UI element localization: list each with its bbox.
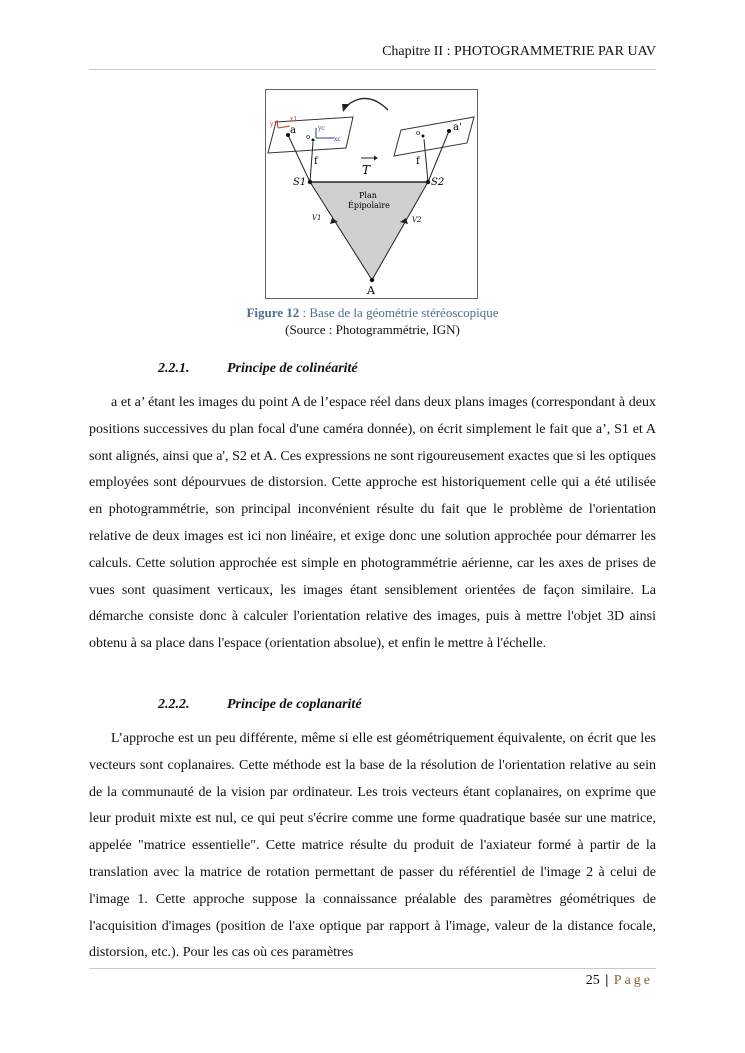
label-y1: y1 (270, 121, 278, 128)
paragraph-colinearite (89, 390, 656, 658)
section-title: Principe de coplanarité (227, 697, 362, 712)
point-S2 (426, 180, 430, 184)
label-o-left: o (306, 133, 311, 141)
label-S2: S2 (431, 177, 445, 188)
label-epipolaire: Épipolaire (348, 201, 390, 210)
axis-x1 (278, 126, 290, 128)
label-V1: V1 (312, 214, 322, 222)
label-o-right: o (416, 129, 421, 137)
footer-divider (89, 968, 656, 969)
label-a-prime: a' (453, 122, 462, 133)
stereo-geometry-diagram (266, 90, 477, 298)
focal-left (310, 142, 313, 182)
section-title: Principe de colinéarité (227, 361, 358, 376)
label-f-left: f (314, 156, 318, 167)
section-number: 2.2.2. (158, 697, 190, 712)
rotation-arc (344, 98, 388, 110)
point-S1 (308, 180, 312, 184)
header-title: Chapitre II : PHOTOGRAMMETRIE PAR UAV (382, 44, 656, 59)
right-image-plane (394, 117, 474, 156)
label-x1: x1 (290, 116, 298, 123)
point-o-right (422, 135, 425, 138)
header-divider (89, 69, 656, 70)
label-S1: S1 (293, 177, 307, 188)
paragraph-coplanarite (89, 726, 656, 967)
stereo-geometry-figure (265, 89, 478, 299)
point-o-left (312, 139, 315, 142)
left-image-plane (268, 117, 353, 153)
focal-right (424, 139, 428, 182)
paragraph-text: a et a’ étant les images du point A de l’espace réel dans deux plans images (correspondant à deux positions successives du plan focal d'une caméra donnée), on écrit simplement le fait que a’, S1 et A sont alignés, ainsi que a', S2 et A. Ces expressions ne sont rigoureusement exactes que si les optiques employées sont dépourvues de distorsion. Cette approche est historiquement celle qui a été utilisée en photogrammétrie, son principal inconvénient résulte du fait que le problème de l'orientation relative de deux images est ici non linéaire, et exige donc une solution approchée pour démarrer les calculs. Cette solution approchée est simple en photogrammétrie aérienne, car les axes de prises de vues sont quasiment verticaux, les images étant sensiblement orientées de façon similaire. La démarche consiste donc à calculer l'orientation relative des images, puis à mettre l'objet 3D ainsi obtenu à sa place dans l'espace (orientation absolue), et enfin le mettre à l'échelle. (89, 395, 656, 652)
paragraph-text: L’approche est un peu différente, même si elle est géométriquement équivalente, on écrit que les vecteurs sont coplanaires. Cette méthode est la base de la résolution de l'orientation relative au sein de la communauté de la vision par ordinateur. Les trois vecteurs étant coplanaires, on exprime que leur produit mixte est nul, ce qui peut s'écrire comme une forme quadratique basée sur une matrice, appelée "matrice essentielle". Cette matrice résulte du produit de l'axiateur formé à partir de la translation avec la matrice de rotation permettant de passer du référentiel de l'image 2 à celui de l'image 1. Cette approche suppose la connaissance préalable des paramètres géométriques de l'acquisition d'images (position de l'axe optique par rapport à l'image, valeur de la distance focale, distorsion, etc.). Pour les cas où ces paramètres (89, 731, 656, 961)
figure-source: (Source : Photogrammétrie, IGN) (285, 322, 460, 337)
page-footer (586, 973, 653, 989)
section-heading-coplanarite (158, 697, 362, 713)
label-yc: yc (318, 125, 325, 132)
label-f-right: f (416, 156, 420, 167)
page-word: Page (613, 973, 653, 988)
label-xc: xc (334, 136, 341, 143)
figure-number: Figure 12 (246, 305, 300, 320)
label-A: A (367, 284, 375, 297)
rotation-arrowhead (342, 104, 350, 112)
label-a: a (290, 125, 296, 136)
section-number: 2.2.1. (158, 361, 190, 376)
point-A (370, 278, 374, 282)
ray-a-to-s1 (288, 135, 310, 182)
footer-separator: | (605, 973, 609, 988)
figure-caption-text: : Base de la géométrie stéréoscopique (299, 305, 499, 320)
label-plan: Plan (359, 191, 377, 200)
page-number: 25 (585, 973, 600, 988)
figure-caption (0, 305, 745, 321)
label-V2: V2 (412, 216, 422, 224)
section-heading-colinearite (158, 361, 358, 377)
point-a-prime (447, 129, 451, 133)
ray-a-prime-to-s2 (428, 131, 449, 182)
T-arrowhead (374, 156, 378, 161)
label-T: T (362, 163, 371, 177)
